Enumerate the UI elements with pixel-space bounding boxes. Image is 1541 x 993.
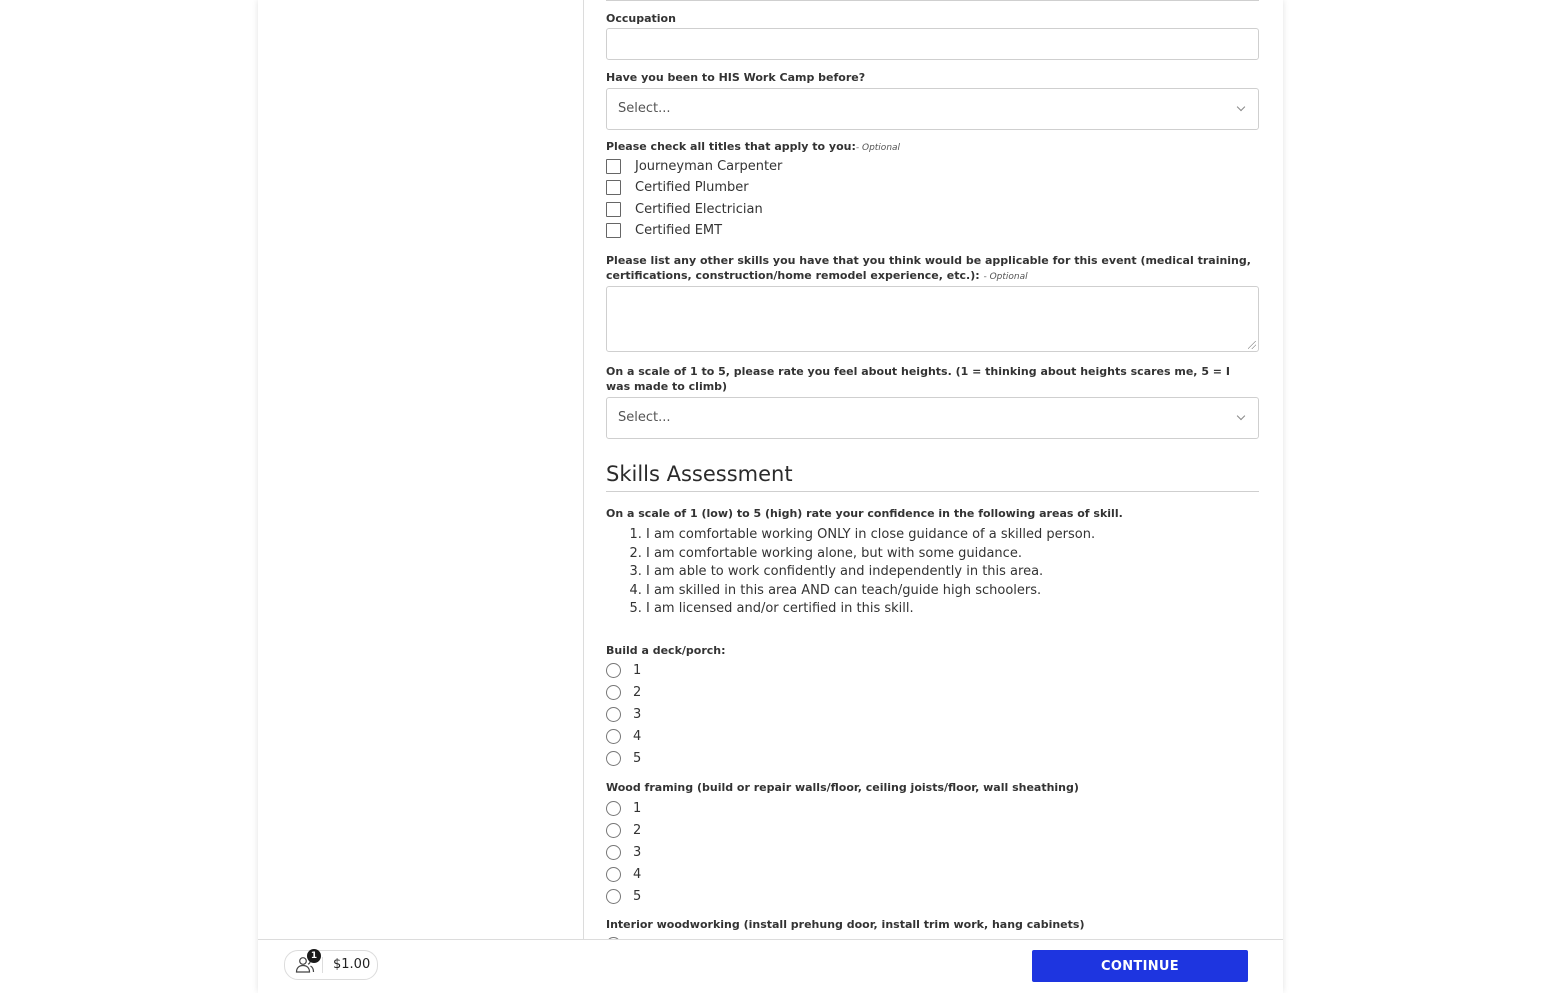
radio-label: 3 <box>633 706 642 722</box>
interior-woodworking-label: Interior woodworking (install prehung door, install trim work, hang cabinets) <box>606 918 1085 931</box>
checkbox[interactable] <box>606 202 621 217</box>
radio-label: 2 <box>633 822 642 838</box>
radio[interactable] <box>606 801 621 816</box>
been-before-select[interactable] <box>606 88 1259 130</box>
list-item: 3. I am able to work confidently and independently in this area. <box>646 563 1095 582</box>
optional-tag: - Optional <box>855 143 901 153</box>
radio-label: 4 <box>633 866 642 882</box>
skills-assessment-heading: Skills Assessment <box>606 462 793 486</box>
heights-select-value: Select... <box>618 410 671 425</box>
checkbox-label: Journeyman Carpenter <box>635 158 783 174</box>
occupation-label: Occupation <box>606 12 676 25</box>
wood-framing-label: Wood framing (build or repair walls/floor, ceiling joists/floor, wall sheathing) <box>606 781 1079 794</box>
continue-button[interactable]: CONTINUE <box>1032 950 1248 982</box>
checkbox[interactable] <box>606 223 621 238</box>
radio-label: 4 <box>633 728 642 744</box>
checkbox-certified-electrician[interactable] <box>606 199 763 219</box>
attendee-count-badge: 1 <box>307 949 321 963</box>
radio[interactable] <box>606 889 621 904</box>
checkbox[interactable] <box>606 180 621 195</box>
wood-framing-option-2[interactable] <box>606 820 641 840</box>
list-item: 4. I am skilled in this area AND can teach/guide high schoolers. <box>646 582 1095 601</box>
checkbox-certified-emt[interactable] <box>606 220 722 240</box>
optional-tag: - Optional <box>983 272 1028 282</box>
deck-porch-option-5[interactable] <box>606 748 641 768</box>
divider <box>606 0 1259 1</box>
been-before-label: Have you been to HIS Work Camp before? <box>606 71 866 84</box>
wood-framing-option-3[interactable] <box>606 842 641 862</box>
total-price: $1.00 <box>333 957 371 972</box>
list-item: 1. I am comfortable working ONLY in close guidance of a skilled person. <box>646 526 1095 545</box>
deck-porch-option-3[interactable] <box>606 704 641 724</box>
radio[interactable] <box>606 685 621 700</box>
heights-select[interactable] <box>606 397 1259 439</box>
radio[interactable] <box>606 751 621 766</box>
deck-porch-option-1[interactable] <box>606 660 641 680</box>
list-item: 2. I am comfortable working alone, but with some guidance. <box>646 545 1095 564</box>
radio[interactable] <box>606 823 621 838</box>
radio-label: 5 <box>633 888 642 904</box>
titles-label <box>606 139 900 156</box>
radio[interactable] <box>606 867 621 882</box>
radio-label: 3 <box>633 844 642 860</box>
radio-label: 2 <box>633 684 642 700</box>
checkbox-label: Certified Electrician <box>635 201 763 217</box>
radio-label: 1 <box>633 800 642 816</box>
radio[interactable] <box>606 663 621 678</box>
heights-label: On a scale of 1 to 5, please rate you feel about heights. (1 = thinking about heights scares me, 5 = I was made to climb) <box>606 365 1230 393</box>
wood-framing-option-4[interactable] <box>606 864 641 884</box>
registration-form <box>606 0 1259 940</box>
radio-label: 1 <box>633 662 642 678</box>
checkbox-label: Certified Plumber <box>635 179 749 195</box>
divider <box>322 957 323 973</box>
list-item: 5. I am licensed and/or certified in this skill. <box>646 600 1095 619</box>
radio[interactable] <box>606 707 621 722</box>
left-column <box>258 0 584 940</box>
checkbox-journeyman-carpenter[interactable] <box>606 156 782 176</box>
other-skills-textarea[interactable] <box>606 286 1259 352</box>
titles-label-text: Please check all titles that apply to you: <box>606 140 856 153</box>
checkbox-label: Certified EMT <box>635 222 723 238</box>
attendee-cart-summary[interactable] <box>284 950 378 980</box>
divider <box>606 491 1259 492</box>
radio-label: 5 <box>633 750 642 766</box>
chevron-down-icon <box>1237 412 1245 420</box>
chevron-down-icon <box>1237 103 1245 111</box>
skills-intro: On a scale of 1 (low) to 5 (high) rate your confidence in the following areas of skill. <box>606 507 1123 520</box>
radio[interactable] <box>606 729 621 744</box>
deck-porch-label: Build a deck/porch: <box>606 644 726 657</box>
occupation-input[interactable] <box>606 28 1259 60</box>
been-before-select-value: Select... <box>618 101 671 116</box>
wood-framing-option-5[interactable] <box>606 886 641 906</box>
skill-scale-list <box>630 526 1095 619</box>
other-skills-label-text: Please list any other skills you have that you think would be applicable for this event (medical training, certifications, construction/home remodel experience, etc.): <box>606 254 1251 282</box>
other-skills-label <box>606 253 1256 285</box>
deck-porch-option-2[interactable] <box>606 682 641 702</box>
checkbox[interactable] <box>606 159 621 174</box>
checkbox-certified-plumber[interactable] <box>606 177 749 197</box>
deck-porch-option-4[interactable] <box>606 726 641 746</box>
wood-framing-option-1[interactable] <box>606 798 641 818</box>
checkout-footer <box>258 939 1283 993</box>
resize-handle-icon[interactable] <box>1248 341 1256 349</box>
radio[interactable] <box>606 845 621 860</box>
